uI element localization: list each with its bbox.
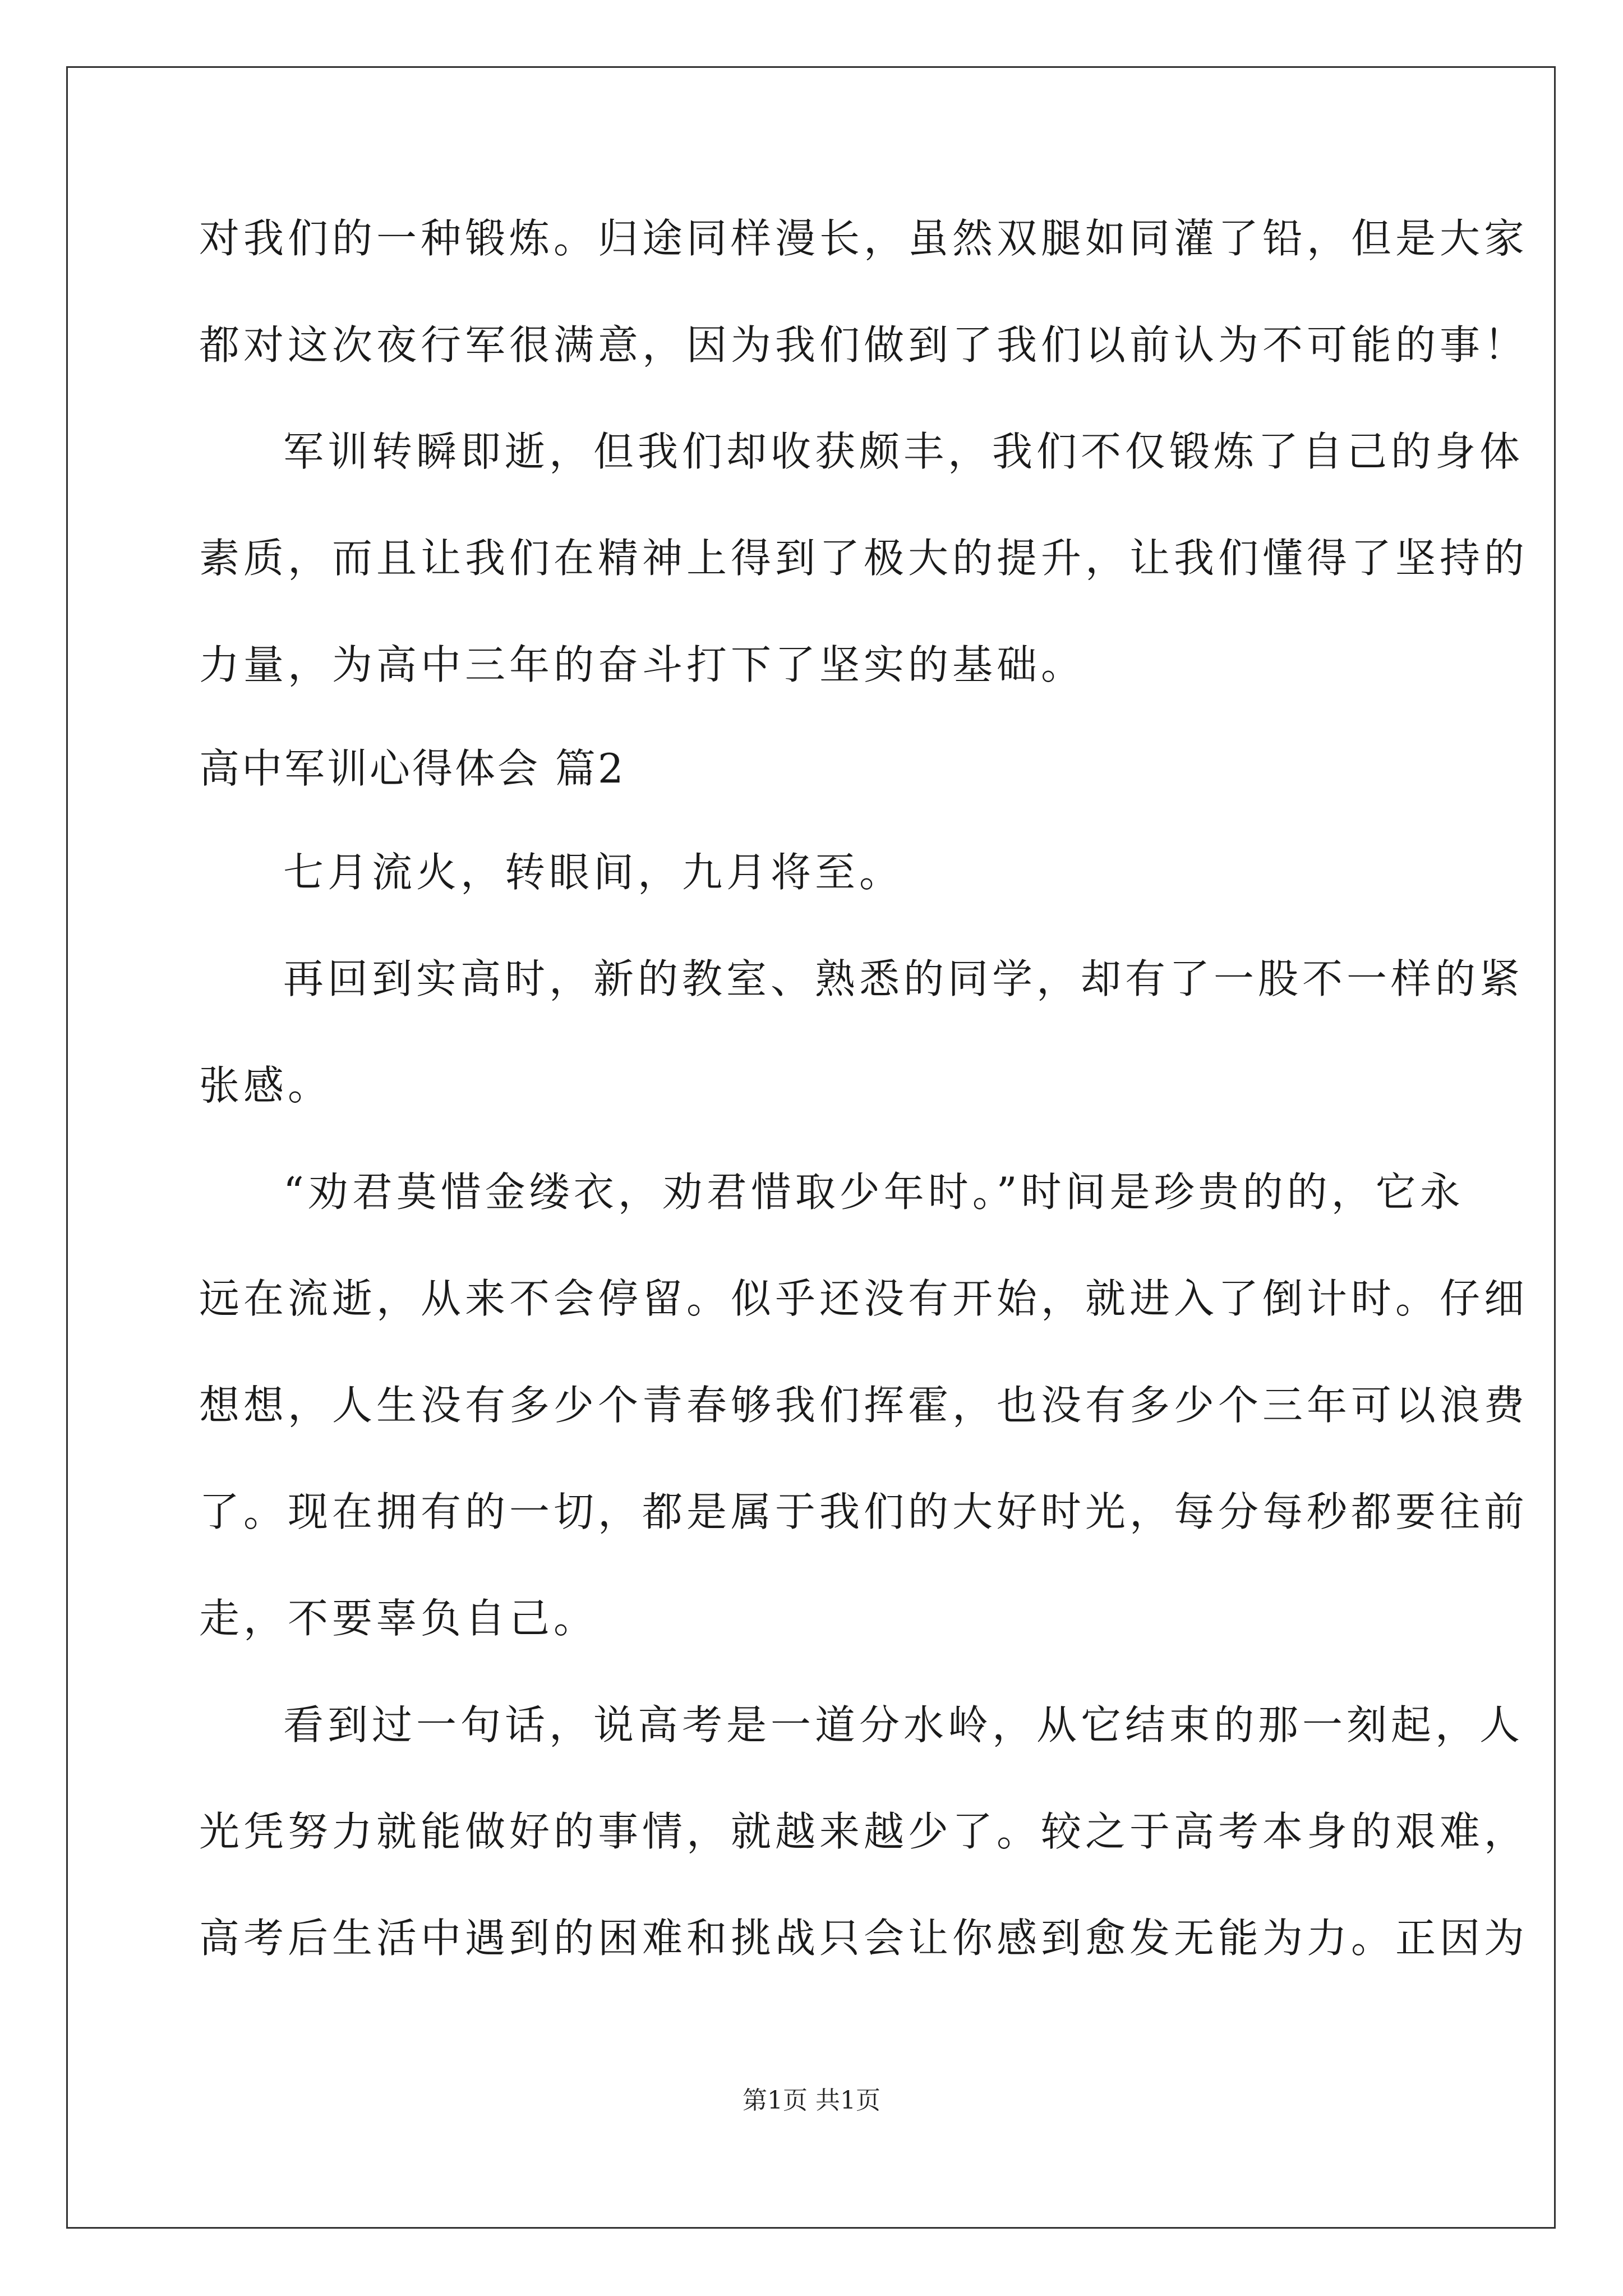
text-line: 素质，而且让我们在精神上得到了极大的提升，让我们懂得了坚持的 <box>199 535 1529 582</box>
text-line: 想想，人生没有多少个青春够我们挥霍，也没有多少个三年可以浪费 <box>199 1382 1529 1429</box>
paragraph-start: 军训转瞬即逝，但我们却收获颇丰，我们不仅锻炼了自己的身体 <box>283 428 1524 475</box>
text-line: 远在流逝，从来不会停留。似乎还没有开始，就进入了倒计时。仔细 <box>199 1275 1529 1322</box>
section-heading: 高中军训心得体会 篇2 <box>199 745 626 792</box>
paragraph-start: 七月流火，转眼间，九月将至。 <box>283 849 904 896</box>
paragraph-start: “劝君莫惜金缕衣，劝君惜取少年时。”时间是珍贵的的，它永 <box>283 1168 1464 1216</box>
text-line: 了。现在拥有的一切，都是属于我们的大好时光，每分每秒都要往前 <box>199 1488 1529 1535</box>
text-line: 力量，为高中三年的奋斗打下了坚实的基础。 <box>199 641 1086 688</box>
text-line: 都对这次夜行军很满意，因为我们做到了我们以前认为不可能的事！ <box>199 321 1529 369</box>
text-line: 光凭努力就能做好的事情，就越来越少了。较之于高考本身的艰难， <box>199 1808 1529 1855</box>
text-line: 走，不要辜负自己。 <box>199 1595 598 1642</box>
paragraph-start: 再回到实高时，新的教室、熟悉的同学，却有了一股不一样的紧 <box>283 955 1524 1002</box>
text-line: 高考后生活中遇到的困难和挑战只会让你感到愈发无能为力。正因为 <box>199 1915 1529 1962</box>
page-footer: 第1页 共1页 <box>743 2086 880 2115</box>
paragraph-start: 看到过一句话，说高考是一道分水岭，从它结束的那一刻起，人 <box>283 1701 1524 1749</box>
text-line: 张感。 <box>199 1062 333 1109</box>
text-line: 对我们的一种锻炼。归途同样漫长，虽然双腿如同灌了铅，但是大家 <box>199 215 1529 262</box>
page-border <box>66 66 1556 2229</box>
